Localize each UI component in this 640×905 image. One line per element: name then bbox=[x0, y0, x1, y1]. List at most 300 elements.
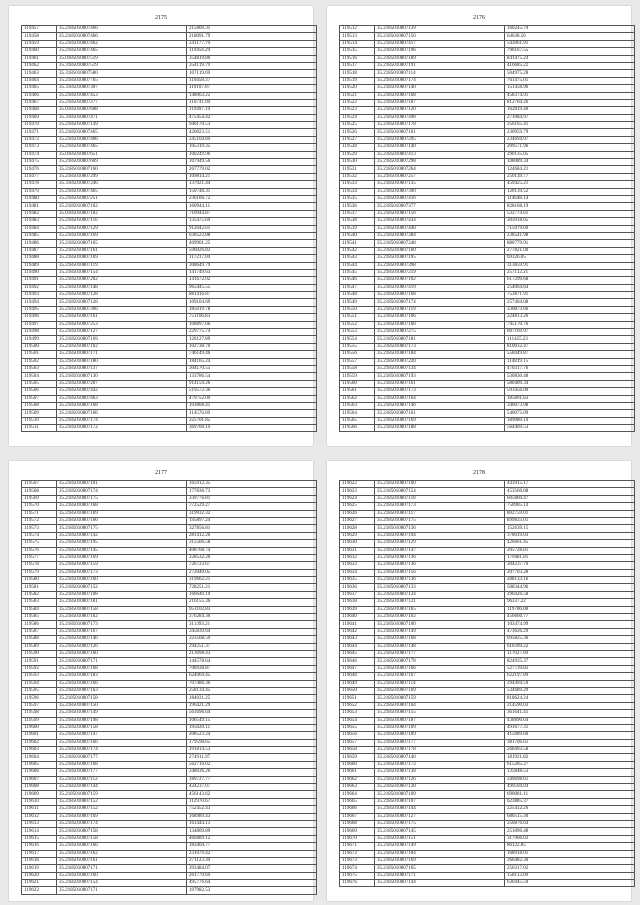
row-id-cell: 119657 bbox=[340, 739, 375, 746]
row-id-cell: 119643 bbox=[340, 636, 375, 643]
row-id-cell: 119607 bbox=[22, 776, 57, 783]
table-row bbox=[22, 687, 317, 694]
coefficient-cell: 35.2185010807171 bbox=[57, 865, 187, 872]
row-id-cell: 119514 bbox=[340, 40, 375, 47]
row-id-cell: 119534 bbox=[340, 188, 375, 195]
table-row bbox=[22, 865, 317, 872]
table-row bbox=[340, 144, 635, 151]
table-row bbox=[340, 114, 635, 121]
row-id-cell: 119639 bbox=[340, 606, 375, 613]
coefficient-cell: 35.2185010807151 bbox=[375, 835, 505, 842]
amount-cell: 540075.09 bbox=[505, 410, 635, 417]
table-row bbox=[340, 828, 635, 835]
row-id-cell: 119602 bbox=[22, 739, 57, 746]
table-row bbox=[340, 806, 635, 813]
amount-cell: 456143.62 bbox=[187, 791, 317, 798]
coefficient-cell: 35.2185010807166 bbox=[57, 843, 187, 850]
coefficient-cell: 35.2185010807145 bbox=[375, 828, 505, 835]
amount-cell: 117217.04 bbox=[187, 255, 317, 262]
amount-cell: 726723.67 bbox=[187, 562, 317, 569]
coefficient-cell: 35.2185010807149 bbox=[375, 628, 505, 635]
coefficient-cell: 35.0185010807519 bbox=[57, 55, 187, 62]
row-id-cell: 119484 bbox=[22, 225, 57, 232]
table-row bbox=[22, 336, 317, 343]
row-id-cell: 119675 bbox=[340, 872, 375, 879]
amount-cell: 185019.78 bbox=[187, 306, 317, 313]
table-row bbox=[22, 665, 317, 672]
table-row bbox=[22, 85, 317, 92]
coefficient-cell: 35.2185010807102 bbox=[375, 277, 505, 284]
amount-cell: 257112.21 bbox=[505, 269, 635, 276]
table-row bbox=[340, 395, 635, 402]
table-row bbox=[22, 181, 317, 188]
row-id-cell: 119672 bbox=[340, 850, 375, 857]
amount-cell: 114648.14 bbox=[505, 195, 635, 202]
row-id-cell: 119652 bbox=[340, 702, 375, 709]
table-row bbox=[22, 813, 317, 820]
coefficient-cell: 35.2185010807195 bbox=[57, 540, 187, 547]
row-id-cell: 119470 bbox=[22, 122, 57, 129]
table-row bbox=[340, 284, 635, 291]
table-row bbox=[340, 343, 635, 350]
amount-cell: 495776.64 bbox=[187, 880, 317, 887]
table-row bbox=[22, 540, 317, 547]
row-id-cell: 119473 bbox=[22, 144, 57, 151]
amount-cell: 562716.02 bbox=[187, 761, 317, 768]
row-id-cell: 119571 bbox=[22, 510, 57, 517]
table-row bbox=[22, 225, 317, 232]
amount-cell: 213098.43 bbox=[187, 650, 317, 657]
table-row bbox=[340, 687, 635, 694]
coefficient-cell: 35.2185010807669 bbox=[57, 159, 187, 166]
amount-cell: 622197.89 bbox=[505, 673, 635, 680]
coefficient-cell: 35.2185010807127 bbox=[57, 329, 187, 336]
amount-cell: 102738.70 bbox=[187, 343, 317, 350]
coefficient-cell: 35.2185010807148 bbox=[57, 284, 187, 291]
amount-cell: 290426.58 bbox=[505, 591, 635, 598]
coefficient-cell: 35.2185010807163 bbox=[57, 687, 187, 694]
table-row bbox=[340, 159, 635, 166]
row-id-cell: 119465 bbox=[22, 85, 57, 92]
coefficient-cell: 35.2185010807156 bbox=[375, 33, 505, 40]
row-id-cell: 119499 bbox=[22, 336, 57, 343]
amount-cell: 257404.08 bbox=[505, 299, 635, 306]
row-id-cell: 119553 bbox=[340, 329, 375, 336]
row-id-cell: 119480 bbox=[22, 195, 57, 202]
amount-cell: 315566.58 bbox=[187, 540, 317, 547]
row-id-cell: 119606 bbox=[22, 769, 57, 776]
amount-cell: 690081.11 bbox=[505, 791, 635, 798]
table-row bbox=[340, 784, 635, 791]
table-row bbox=[22, 754, 317, 761]
amount-cell: 144578.64 bbox=[187, 658, 317, 665]
coefficient-cell: 35.2185010807146 bbox=[375, 402, 505, 409]
coefficient-cell: 35.2185010807160 bbox=[57, 650, 187, 657]
row-id-cell: 119487 bbox=[22, 247, 57, 254]
amount-cell: 189080.10 bbox=[505, 417, 635, 424]
table-row bbox=[340, 732, 635, 739]
table-row bbox=[340, 417, 635, 424]
coefficient-cell: 35.2185010807188 bbox=[375, 425, 505, 432]
table-row bbox=[22, 351, 317, 358]
row-id-cell: 119622 bbox=[340, 481, 375, 488]
coefficient-cell: 35.2185010807465 bbox=[57, 188, 187, 195]
coefficient-cell: 35.2185010807466 bbox=[57, 33, 187, 40]
coefficient-cell: 35.2185010807417 bbox=[375, 40, 505, 47]
amount-cell: 195897.24 bbox=[187, 517, 317, 524]
coefficient-cell: 35.2185010807299 bbox=[57, 173, 187, 180]
row-id-cell: 119461 bbox=[22, 55, 57, 62]
table-row bbox=[340, 562, 635, 569]
coefficient-cell: 35.2185010807140 bbox=[375, 144, 505, 151]
table-row bbox=[340, 70, 635, 77]
row-id-cell: 119635 bbox=[340, 577, 375, 584]
amount-cell: 241177.79 bbox=[187, 40, 317, 47]
table-row bbox=[22, 724, 317, 731]
amount-cell: 561696.64 bbox=[187, 710, 317, 717]
row-id-cell: 119645 bbox=[340, 650, 375, 657]
amount-cell: 393484.07 bbox=[187, 865, 317, 872]
table-row bbox=[340, 247, 635, 254]
coefficient-cell: 35.2185010807174 bbox=[375, 299, 505, 306]
coefficient-cell: 35.2185010807169 bbox=[57, 554, 187, 561]
amount-cell: 593456.00 bbox=[505, 388, 635, 395]
table-row bbox=[340, 425, 635, 432]
table-row bbox=[22, 255, 317, 262]
row-id-cell: 119595 bbox=[22, 687, 57, 694]
row-id-cell: 119539 bbox=[340, 225, 375, 232]
table-row bbox=[340, 872, 635, 879]
row-id-cell: 119574 bbox=[22, 532, 57, 539]
amount-cell: 165912.35 bbox=[187, 481, 317, 488]
table-row bbox=[22, 284, 317, 291]
amount-cell: 366482.30 bbox=[505, 857, 635, 864]
amount-cell: 325701.85 bbox=[187, 417, 317, 424]
row-id-cell: 119521 bbox=[340, 92, 375, 99]
amount-cell: 459425.21 bbox=[505, 181, 635, 188]
row-id-cell: 119646 bbox=[340, 658, 375, 665]
row-id-cell: 119598 bbox=[22, 710, 57, 717]
amount-cell: 158113.09 bbox=[505, 872, 635, 879]
table-row bbox=[340, 843, 635, 850]
amount-cell: 119497.19 bbox=[187, 107, 317, 114]
amount-cell: 311393.21 bbox=[187, 621, 317, 628]
row-id-cell: 119600 bbox=[22, 724, 57, 731]
coefficient-cell: 35.2185010807161 bbox=[57, 247, 187, 254]
amount-cell: 708938.87 bbox=[187, 665, 317, 672]
row-id-cell: 119510 bbox=[22, 417, 57, 424]
table-row bbox=[22, 210, 317, 217]
row-id-cell: 119651 bbox=[340, 695, 375, 702]
table-row bbox=[22, 299, 317, 306]
amount-cell: 108089.34 bbox=[505, 159, 635, 166]
coefficient-cell: 35.2185010807128 bbox=[57, 292, 187, 299]
table-row bbox=[340, 336, 635, 343]
table-row bbox=[340, 107, 635, 114]
amount-cell: 160944.11 bbox=[187, 203, 317, 210]
row-id-cell: 119629 bbox=[340, 532, 375, 539]
row-id-cell: 119660 bbox=[340, 761, 375, 768]
row-id-cell: 119614 bbox=[22, 828, 57, 835]
coefficient-cell: 35.2185010807147 bbox=[57, 732, 187, 739]
table-row bbox=[340, 813, 635, 820]
table-row bbox=[340, 481, 635, 488]
amount-cell: 160245.79 bbox=[505, 26, 635, 33]
table-row bbox=[22, 488, 317, 495]
coefficient-cell: 35.2185010807144 bbox=[57, 784, 187, 791]
table-row bbox=[340, 584, 635, 591]
table-row bbox=[340, 776, 635, 783]
amount-cell: 458374.91 bbox=[505, 92, 635, 99]
table-row bbox=[340, 329, 635, 336]
table-row bbox=[340, 495, 635, 502]
amount-cell: 899833.01 bbox=[505, 517, 635, 524]
amount-cell: 290135.05 bbox=[505, 151, 635, 158]
table-row bbox=[340, 85, 635, 92]
coefficient-cell: 35.2185010807134 bbox=[375, 365, 505, 372]
amount-cell: 135475.69 bbox=[187, 218, 317, 225]
table-row bbox=[340, 747, 635, 754]
table-row bbox=[22, 820, 317, 827]
coefficient-cell: 35.2185010807171 bbox=[375, 872, 505, 879]
coefficient-cell: 35.2185010807440 bbox=[375, 225, 505, 232]
row-id-cell: 119498 bbox=[22, 329, 57, 336]
table-row bbox=[340, 525, 635, 532]
coefficient-cell: 35.2185010807416 bbox=[375, 195, 505, 202]
row-id-cell: 119587 bbox=[22, 628, 57, 635]
row-id-cell: 119568 bbox=[22, 488, 57, 495]
amount-cell: 580409.34 bbox=[505, 380, 635, 387]
amount-cell: 615285.27 bbox=[505, 761, 635, 768]
coefficient-cell: 35.2185010807119 bbox=[57, 262, 187, 269]
row-id-cell: 119616 bbox=[22, 843, 57, 850]
table-row bbox=[22, 850, 317, 857]
amount-cell: 214590.03 bbox=[505, 702, 635, 709]
coefficient-cell: 35.2185010807156 bbox=[375, 210, 505, 217]
amount-cell: 695825.36 bbox=[505, 636, 635, 643]
row-id-cell: 119659 bbox=[340, 754, 375, 761]
coefficient-cell: 35.2185010807129 bbox=[375, 540, 505, 547]
coefficient-cell: 35.2185010807164 bbox=[375, 702, 505, 709]
table-row bbox=[22, 292, 317, 299]
amount-cell: 752452.43 bbox=[187, 806, 317, 813]
table-row bbox=[340, 358, 635, 365]
table-row bbox=[22, 776, 317, 783]
coefficient-cell: 35.2185010807168 bbox=[375, 92, 505, 99]
table-row bbox=[340, 621, 635, 628]
amount-cell: 369760.19 bbox=[187, 425, 317, 432]
coefficient-cell: 35.2185010807253 bbox=[57, 321, 187, 328]
row-id-cell: 119593 bbox=[22, 673, 57, 680]
row-id-cell: 119496 bbox=[22, 314, 57, 321]
page-number: 2178 bbox=[473, 470, 485, 476]
table-row bbox=[340, 695, 635, 702]
coefficient-cell: 35.2185010807158 bbox=[57, 828, 187, 835]
amount-cell: 802759.01 bbox=[505, 510, 635, 517]
amount-cell: 319662.21 bbox=[187, 577, 317, 584]
amount-cell: 617299.68 bbox=[505, 277, 635, 284]
table-row bbox=[22, 732, 317, 739]
amount-cell: 456666.77 bbox=[505, 614, 635, 621]
amount-cell: 162819.40 bbox=[505, 107, 635, 114]
table-row bbox=[340, 547, 635, 554]
amount-cell: 753871.91 bbox=[505, 292, 635, 299]
row-id-cell: 119485 bbox=[22, 232, 57, 239]
row-id-cell: 119542 bbox=[340, 247, 375, 254]
row-id-cell: 119507 bbox=[22, 395, 57, 402]
table-row bbox=[340, 517, 635, 524]
amount-cell: 216155.36 bbox=[187, 599, 317, 606]
table-row bbox=[22, 195, 317, 202]
row-id-cell: 119550 bbox=[340, 306, 375, 313]
amount-cell: 453566.08 bbox=[505, 488, 635, 495]
table-row bbox=[340, 299, 635, 306]
row-id-cell: 119511 bbox=[22, 425, 57, 432]
coefficient-cell: 35.2185010807442 bbox=[57, 388, 187, 395]
table-row bbox=[22, 791, 317, 798]
coefficient-cell: 35.2185010807158 bbox=[57, 606, 187, 613]
row-id-cell: 119477 bbox=[22, 173, 57, 180]
amount-cell: 208523.24 bbox=[187, 732, 317, 739]
coefficient-cell: 35.2185010807295 bbox=[375, 136, 505, 143]
coefficient-cell: 35.2185010807144 bbox=[375, 880, 505, 887]
amount-cell: 108897.06 bbox=[187, 321, 317, 328]
row-id-cell: 119467 bbox=[22, 99, 57, 106]
amount-cell: 475454.42 bbox=[187, 114, 317, 121]
table-row bbox=[22, 151, 317, 158]
amount-cell: 519572.36 bbox=[187, 388, 317, 395]
amount-cell: 119107.87 bbox=[187, 85, 317, 92]
table-row bbox=[22, 614, 317, 621]
coefficient-cell: 35.2185010807169 bbox=[375, 857, 505, 864]
coefficient-cell: 35.2185010807202 bbox=[57, 277, 187, 284]
table-row bbox=[22, 26, 317, 33]
table-row bbox=[340, 351, 635, 358]
row-id-cell: 119594 bbox=[22, 680, 57, 687]
row-id-cell: 119459 bbox=[22, 40, 57, 47]
table-row bbox=[22, 828, 317, 835]
row-id-cell: 119543 bbox=[340, 255, 375, 262]
coefficient-cell: 35.2185010807114 bbox=[375, 70, 505, 77]
row-id-cell: 119622 bbox=[22, 887, 57, 894]
coefficient-cell: 35.2185010807251 bbox=[57, 195, 187, 202]
table-row bbox=[22, 547, 317, 554]
coefficient-cell: 35.2185010807220 bbox=[375, 358, 505, 365]
table-row bbox=[22, 673, 317, 680]
table-row bbox=[22, 628, 317, 635]
coefficient-cell: 35.2185010807135 bbox=[375, 181, 505, 188]
table-row bbox=[340, 850, 635, 857]
amount-cell: 112970.67 bbox=[187, 798, 317, 805]
row-id-cell: 119472 bbox=[22, 136, 57, 143]
amount-cell: 772529.27 bbox=[187, 503, 317, 510]
row-id-cell: 119502 bbox=[22, 358, 57, 365]
document-page bbox=[9, 6, 313, 446]
row-id-cell: 119599 bbox=[22, 717, 57, 724]
row-id-cell: 119558 bbox=[340, 365, 375, 372]
amount-cell: 103868.41 bbox=[187, 402, 317, 409]
table-row bbox=[340, 658, 635, 665]
amount-cell: 381706.61 bbox=[505, 739, 635, 746]
table-row bbox=[22, 621, 317, 628]
table-row bbox=[22, 262, 317, 269]
coefficient-cell: 35.2185010807140 bbox=[375, 754, 505, 761]
amount-cell: 504975.28 bbox=[505, 70, 635, 77]
table-row bbox=[340, 665, 635, 672]
row-id-cell: 119578 bbox=[22, 562, 57, 569]
coefficient-cell: 35.2185010807187 bbox=[375, 99, 505, 106]
coefficient-cell: 35.2185010807136 bbox=[375, 577, 505, 584]
table-row bbox=[22, 532, 317, 539]
table-row bbox=[340, 577, 635, 584]
table-row bbox=[22, 643, 317, 650]
amount-cell: 610399.22 bbox=[505, 643, 635, 650]
amount-cell: 415089.60 bbox=[505, 732, 635, 739]
coefficient-cell: 35.2185010807162 bbox=[57, 850, 187, 857]
amount-cell: 268493.58 bbox=[505, 747, 635, 754]
table-row bbox=[22, 425, 317, 432]
table-row bbox=[340, 122, 635, 129]
row-id-cell: 119671 bbox=[340, 843, 375, 850]
row-id-cell: 119479 bbox=[22, 188, 57, 195]
table-row bbox=[22, 159, 317, 166]
row-id-cell: 119573 bbox=[22, 525, 57, 532]
coefficient-cell: 35.2185010807160 bbox=[57, 872, 187, 879]
coefficient-cell: 35.0185010807182 bbox=[57, 210, 187, 217]
row-id-cell: 119670 bbox=[340, 835, 375, 842]
coefficient-cell: 35.2185010807158 bbox=[57, 724, 187, 731]
table-row bbox=[340, 277, 635, 284]
amount-cell: 751106.83 bbox=[187, 314, 317, 321]
amount-cell: 965445.55 bbox=[187, 284, 317, 291]
coefficient-cell: 35.2185010807100 bbox=[375, 481, 505, 488]
amount-cell: 881416.87 bbox=[187, 292, 317, 299]
table-row bbox=[22, 410, 317, 417]
amount-cell: 281412.26 bbox=[187, 532, 317, 539]
row-id-cell: 119535 bbox=[340, 195, 375, 202]
row-id-cell: 119559 bbox=[340, 373, 375, 380]
row-id-cell: 119637 bbox=[340, 591, 375, 598]
coefficient-cell: 35.2185010807466 bbox=[57, 26, 187, 33]
coefficient-cell: 35.2185010807117 bbox=[375, 510, 505, 517]
coefficient-cell: 35.2185010807159 bbox=[57, 562, 187, 569]
row-id-cell: 119621 bbox=[22, 880, 57, 887]
coefficient-cell: 35.2185010807154 bbox=[57, 880, 187, 887]
coefficient-cell: 35.2185010807154 bbox=[375, 488, 505, 495]
table-row bbox=[340, 532, 635, 539]
coefficient-cell: 35.2185010807406 bbox=[57, 136, 187, 143]
row-id-cell: 119608 bbox=[22, 784, 57, 791]
amount-cell: 120127.89 bbox=[187, 336, 317, 343]
amount-cell: 319932.32 bbox=[187, 510, 317, 517]
row-id-cell: 119597 bbox=[22, 702, 57, 709]
table-row bbox=[340, 591, 635, 598]
row-id-cell: 119634 bbox=[340, 569, 375, 576]
amount-cell: 100249.96 bbox=[187, 151, 317, 158]
amount-cell: 107119.69 bbox=[187, 70, 317, 77]
row-id-cell: 119538 bbox=[340, 218, 375, 225]
amount-cell: 624004.45 bbox=[187, 673, 317, 680]
amount-cell: 416685.22 bbox=[505, 62, 635, 69]
row-id-cell: 119560 bbox=[340, 380, 375, 387]
row-id-cell: 119569 bbox=[22, 495, 57, 502]
table-row bbox=[22, 680, 317, 687]
row-id-cell: 119460 bbox=[22, 48, 57, 55]
row-id-cell: 119653 bbox=[340, 710, 375, 717]
row-id-cell: 119665 bbox=[340, 798, 375, 805]
coefficient-cell: 35.2185010807175 bbox=[57, 495, 187, 502]
row-id-cell: 119648 bbox=[340, 673, 375, 680]
